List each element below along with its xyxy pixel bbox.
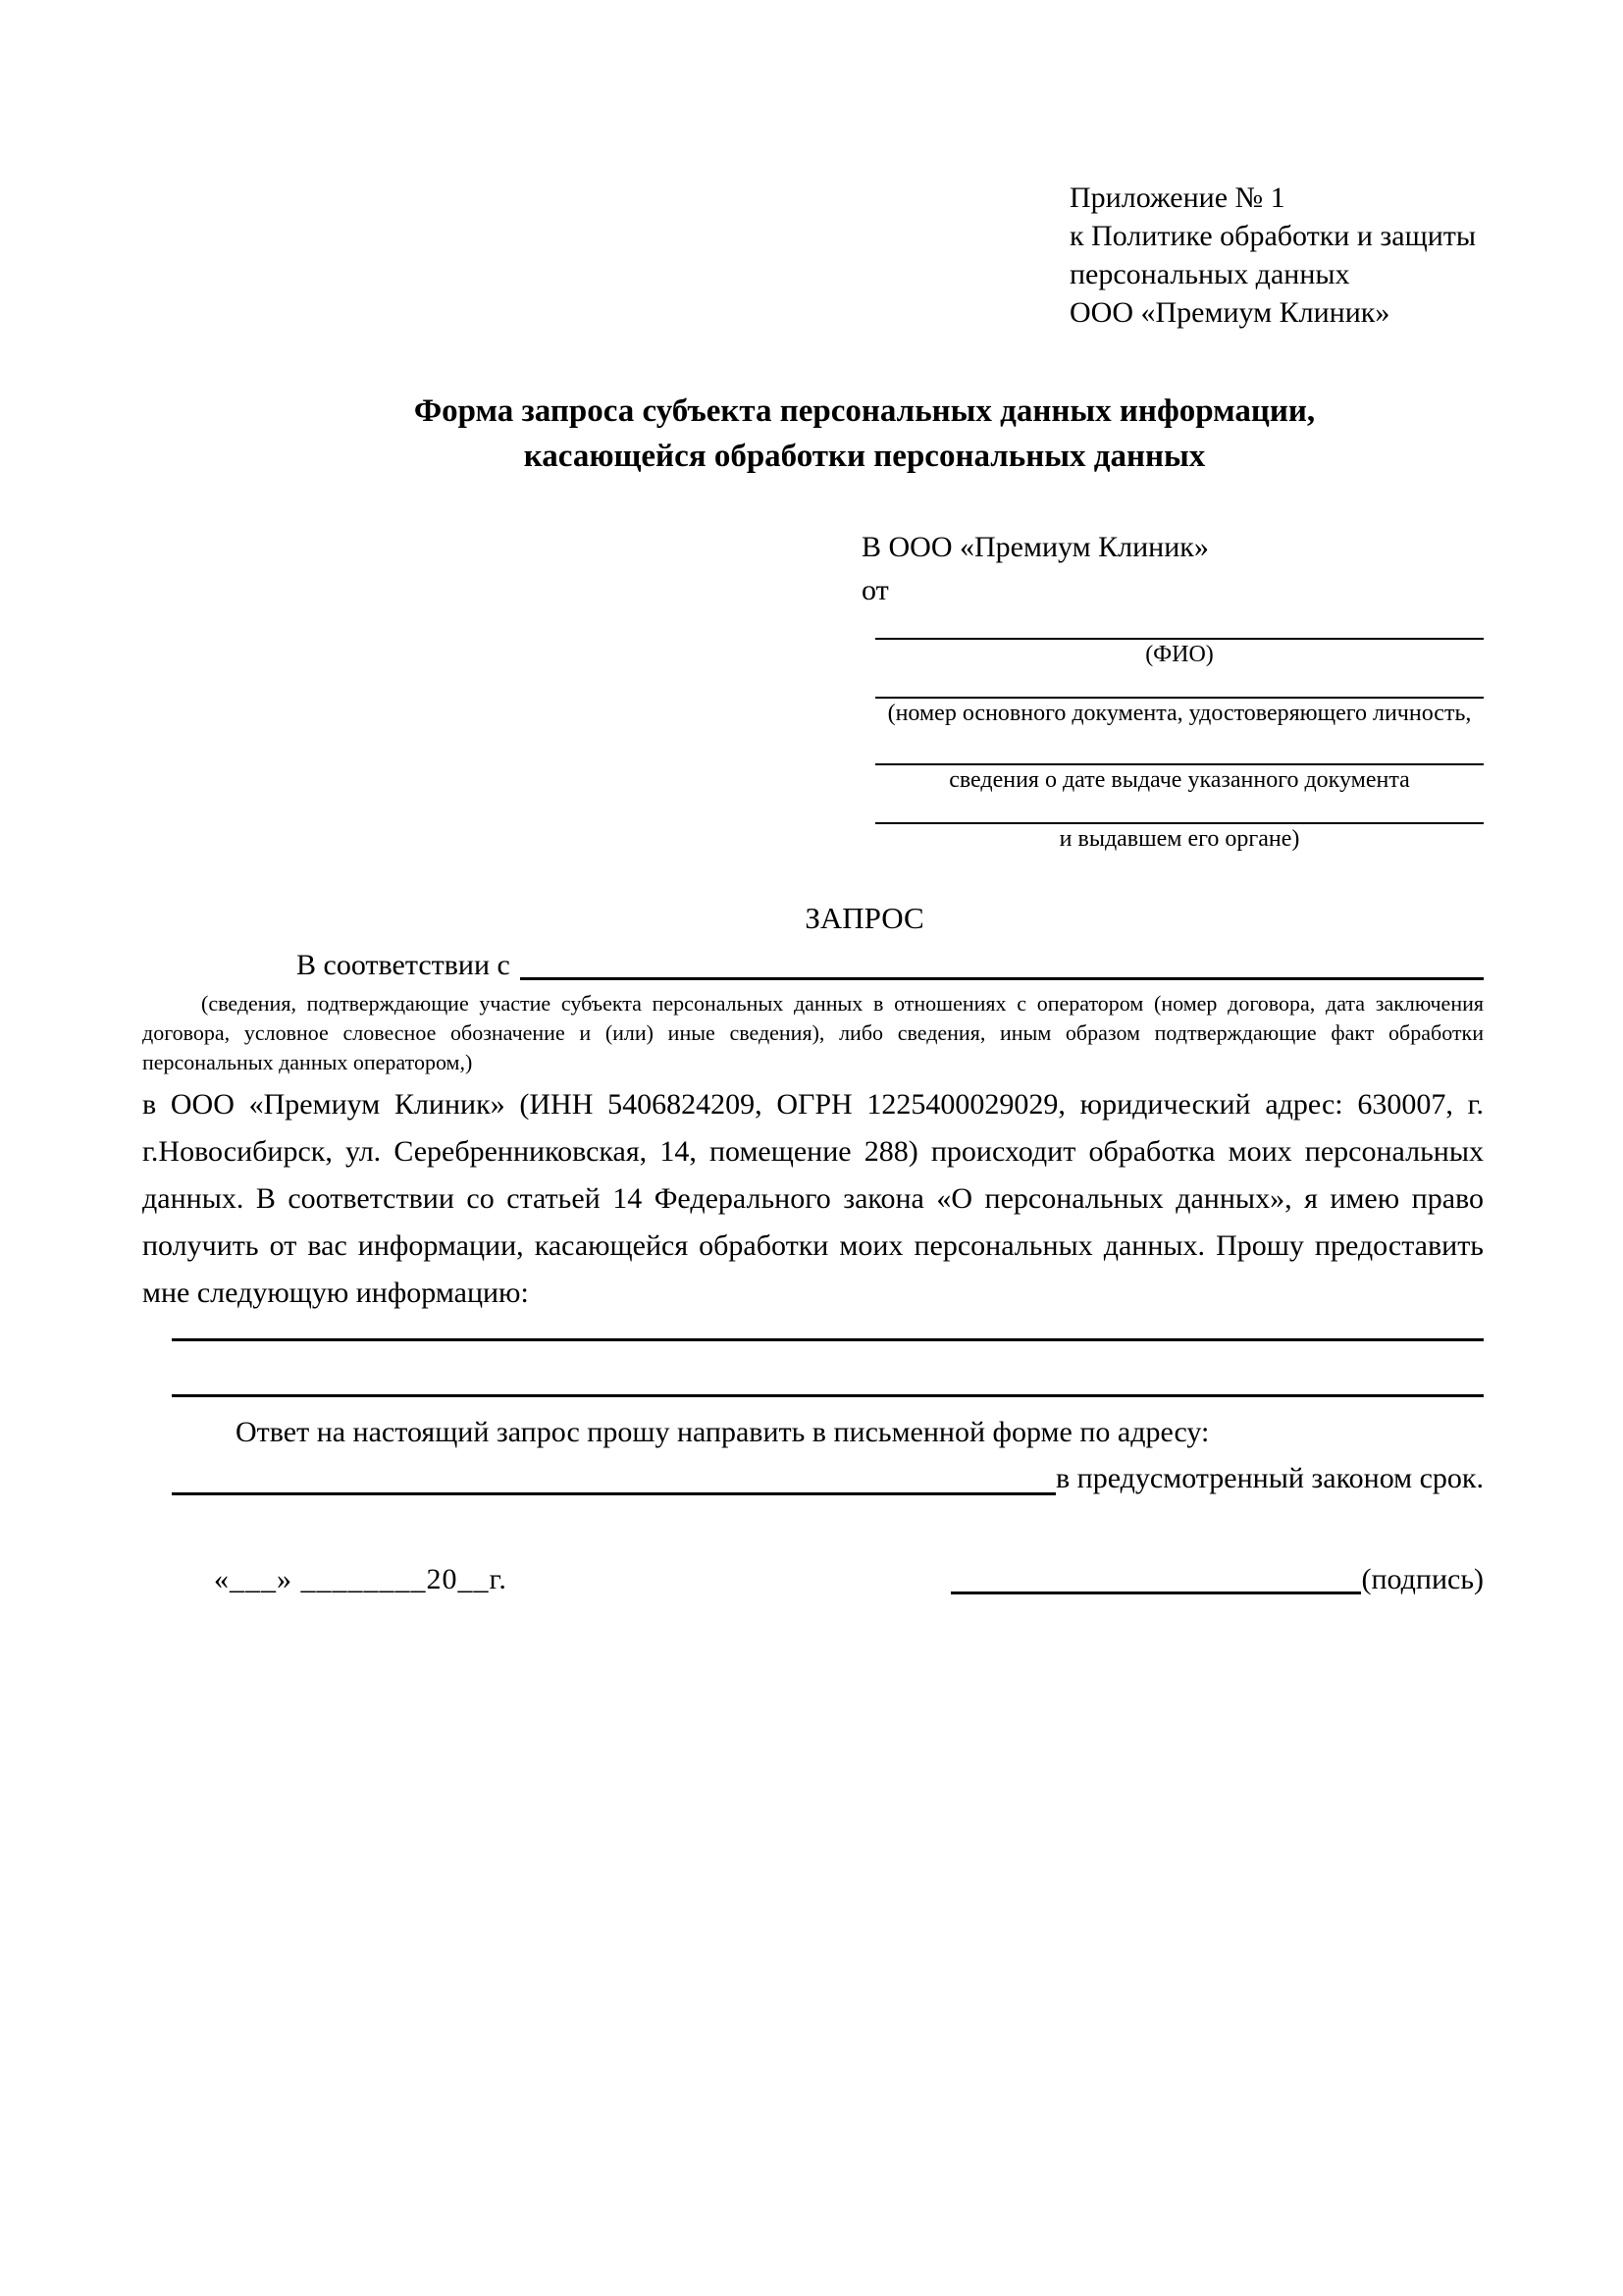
fio-caption: (ФИО): [1145, 642, 1214, 667]
document-title: [142, 389, 1484, 479]
appendix-line-1: Приложение № 1: [1070, 182, 1285, 214]
addressee-org: В ООО «Премиум Клиник»: [862, 531, 1209, 563]
issuing-authority-input-line[interactable]: [875, 795, 1484, 824]
address-input-line[interactable]: [172, 1456, 1056, 1495]
info-request-input-line-1[interactable]: [172, 1317, 1484, 1341]
reply-text: Ответ на настоящий запрос прошу направить в письменной форме по адресу:: [236, 1416, 1210, 1448]
signature-input-line[interactable]: [951, 1562, 1361, 1594]
issue-date-input-line[interactable]: [875, 728, 1484, 765]
appendix-block: [1070, 179, 1484, 332]
basis-note: (сведения, подтверждающие участие субъекта персональных данных в отношениях с оператором (номер договора, дата заключения договора, условное словесное обозначение и (или) иные сведения), либо сведения, иным образом подтверждающие факт обработки персональных данных оператором,): [142, 991, 1484, 1074]
basis-row: [142, 944, 1484, 987]
issue-date-field: [862, 728, 1484, 795]
basis-input-line[interactable]: [520, 944, 1484, 980]
id-document-field: [862, 669, 1484, 728]
fio-input-line[interactable]: [875, 610, 1484, 640]
signature-caption: (подпись): [1361, 1563, 1484, 1595]
issuing-authority-field: [862, 795, 1484, 854]
document-title-line2: касающейся обработки персональных данных: [523, 439, 1206, 474]
addressee-block: [862, 528, 1484, 854]
id-document-caption: (номер основного документа, удостоверяющего личность,: [887, 701, 1472, 726]
appendix-line-3: персональных данных: [1070, 258, 1350, 290]
issue-date-caption: сведения о дате выдаче указанного документа: [949, 767, 1410, 793]
document-title-line1: Форма запроса субъекта персональных данных информации,: [413, 393, 1316, 429]
appendix-line-4: ООО «Премиум Клиник»: [1070, 296, 1390, 329]
addressee-from-label: от: [862, 574, 889, 606]
reply-suffix: в предусмотренный законом срок.: [1056, 1462, 1484, 1494]
date-fill-field[interactable]: «___» ________20__г.: [214, 1563, 507, 1595]
issuing-authority-caption: и выдавшем его органе): [1059, 826, 1300, 852]
fio-field: [862, 610, 1484, 669]
reply-address-row: [142, 1456, 1484, 1501]
signature-area: [951, 1560, 1484, 1599]
info-request-input-line-2[interactable]: [172, 1341, 1484, 1397]
id-document-input-line[interactable]: [875, 669, 1484, 699]
appendix-line-2: к Политике обработки и защиты: [1070, 220, 1477, 252]
request-body: в ООО «Премиум Клиник» (ИНН 5406824209, ОГРН 1225400029029, юридический адрес: 630007, г. г.Новосибирск, ул. Серебренниковская, 14, помещение 288) происходит обработка моих персональных данных. В соответствии со статьей 14 Федерального закона «О персональных данных», я имею право получить от вас информации, касающейся обработки моих персональных данных. Прошу предоставить мне следующую информацию:: [142, 1088, 1484, 1309]
request-heading: ЗАПРОС: [805, 901, 924, 935]
basis-prefix: В соответствии с: [296, 949, 510, 981]
signature-row: [142, 1560, 1484, 1599]
